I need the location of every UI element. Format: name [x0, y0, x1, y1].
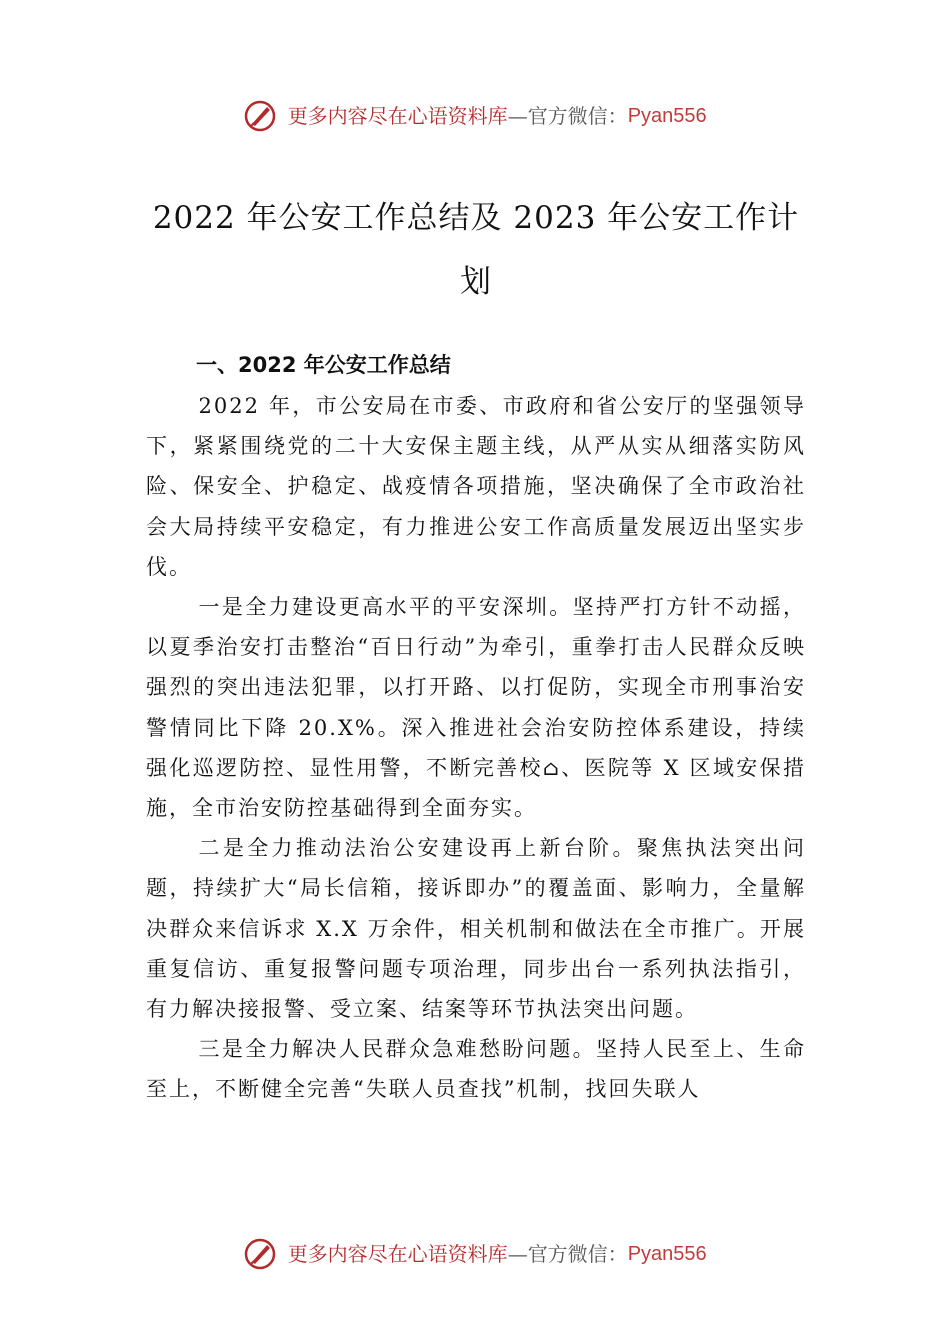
paragraph-point-2: 二是全力推动法治公安建设再上新台阶。聚焦执法突出问题，持续扩大“局长信箱，接诉即办”的覆盖面、影响力，全量解决群众来信诉求 X.X 万余件，相关机制和做法在全市推广。开展重复信访、重复报警问题专项治理，同步出台一系列执法指引，有力解决接报警、受立案、结案等环节执法突出问题。	[146, 836, 806, 1022]
section-heading: 一、2022 年公安工作总结	[196, 353, 451, 377]
document-title: 2022 年公安工作总结及 2023 年公安工作计划	[152, 200, 800, 300]
paragraph-point-1: 一是全力建设更高水平的平安深圳。坚持严打方针不动摇，以夏季治安打击整治“百日行动”为牵引，重拳打击人民群众反映强烈的突出违法犯罪，以打开路、以打促防，实现全市刑事治安警情同比下降 20.X%。深入推进社会治安防控体系建设，持续强化巡逻防控、显性用警，不断完善校⌂、医院等 X 区域安保措施，全市治安防控基础得到全面夯实。	[146, 595, 806, 821]
watermark-wechat-label: 官方微信：	[527, 1242, 628, 1266]
paragraph-point-3: 三是全力解决人民群众急难愁盼问题。坚持人民至上、生命至上，不断健全完善“失联人员查找”机制，找回失联人	[146, 1037, 806, 1102]
watermark-wechat-label: 官方微信：	[527, 104, 628, 128]
watermark-separator: —	[507, 104, 528, 128]
document-body	[146, 386, 806, 1110]
watermark-separator: —	[507, 1242, 528, 1266]
watermark-banner-top	[0, 99, 950, 133]
watermark-banner-bottom	[0, 1237, 950, 1271]
paragraph-intro: 2022 年，市公安局在市委、市政府和省公安厅的坚强领导下，紧紧围绕党的二十大安保主题主线，从严从实从细落实防风险、保安全、护稳定、战疫情各项措施，坚决确保了全市政治社会大局持续平安稳定，有力推进公安工作高质量发展迈出坚实步伐。	[146, 394, 806, 579]
watermark-brand-text: 更多内容尽在心语资料库	[287, 104, 508, 128]
watermark-brand-text: 更多内容尽在心语资料库	[287, 1242, 508, 1266]
quill-seal-logo-icon	[243, 99, 277, 133]
watermark-wechat-id: Pyan556	[627, 105, 707, 127]
quill-seal-logo-icon	[243, 1237, 277, 1271]
watermark-wechat-id: Pyan556	[627, 1243, 707, 1265]
